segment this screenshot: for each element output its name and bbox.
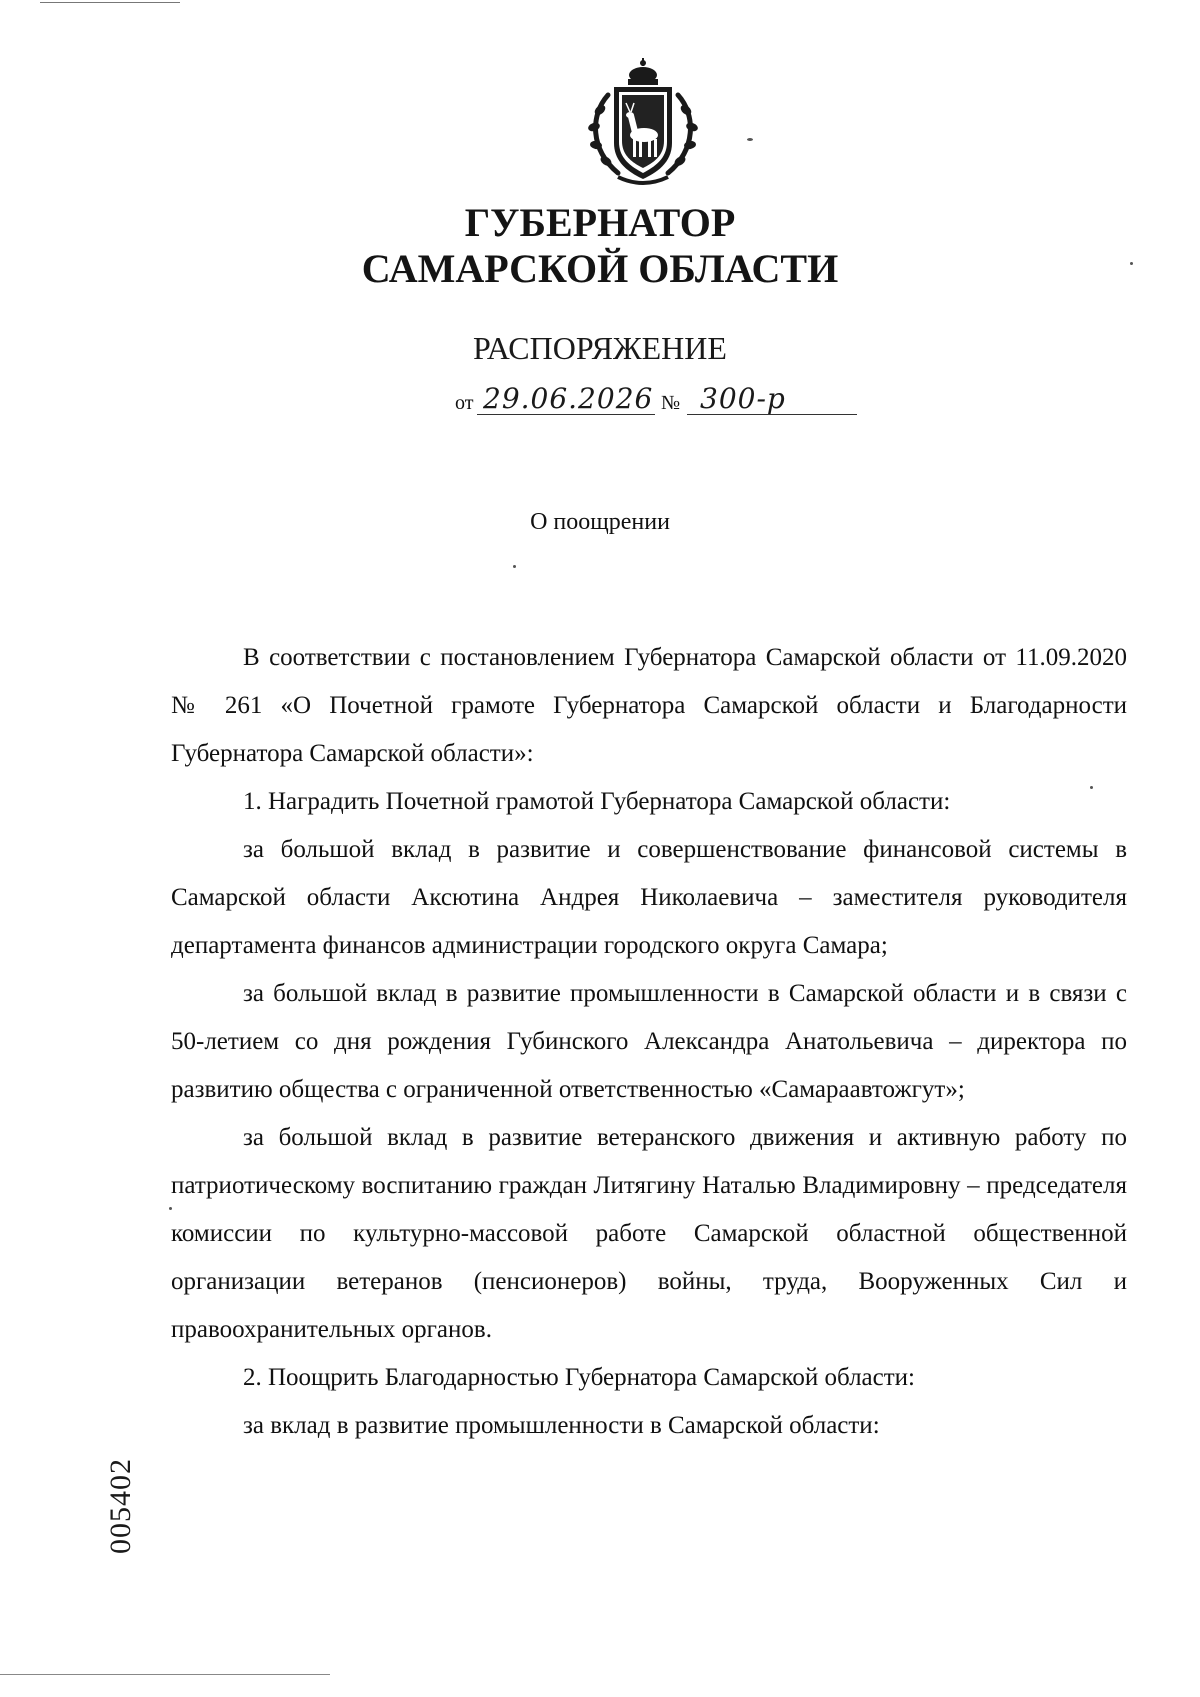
- item-2-award-1: за вклад в развитие промышленности в Самарской области:: [243, 1412, 880, 1439]
- document-subject: О поощрении: [530, 509, 670, 535]
- item-1-award-2: за большой вклад в развитие промышленности в Самарской области и в связи с 50-летием со дня рождения Губинского Александра Анатольевича – директора по развитию общества с ограниченной ответственностью «Самараавтожгут»;: [171, 980, 1127, 1103]
- number-value: 300-р: [700, 382, 786, 415]
- scan-speck: [1130, 262, 1133, 265]
- title-block: [0, 200, 1200, 292]
- title-line-2: САМАРСКОЙ ОБЛАСТИ: [361, 246, 839, 291]
- title-line-1: ГУБЕРНАТОР: [464, 200, 736, 245]
- document-body: [171, 634, 1127, 1450]
- side-serial-number: 005402: [104, 1458, 137, 1554]
- number-prefix: №: [661, 392, 681, 414]
- scan-speck: [169, 1207, 172, 1210]
- date-prefix: от: [455, 392, 474, 414]
- scan-speck: [513, 565, 516, 568]
- scan-speck: [747, 138, 753, 141]
- registration-line: [455, 383, 875, 423]
- doc-type-block: [0, 330, 1200, 366]
- scan-edge-top: [40, 2, 180, 3]
- preamble-paragraph: В соответствии с постановлением Губернатора Самарской области от 11.09.2020 № 261 «О Почетной грамоте Губернатора Самарской области и Благодарности Губернатора Самарской области»:: [171, 644, 1127, 767]
- coat-of-arms-icon: [578, 55, 708, 190]
- item-2-heading: 2. Поощрить Благодарностью Губернатора Самарской области:: [243, 1364, 915, 1391]
- date-value: 29.06.2026: [483, 382, 654, 415]
- scan-speck: [1090, 786, 1093, 789]
- scan-edge-bottom: [0, 1674, 330, 1675]
- document-type: РАСПОРЯЖЕНИЕ: [473, 330, 727, 366]
- item-1-heading: 1. Наградить Почетной грамотой Губернатора Самарской области:: [243, 788, 951, 815]
- item-1-award-1: за большой вклад в развитие и совершенствование финансовой системы в Самарской области Аксютина Андрея Николаевича – заместителя руководителя департамента финансов администрации городского округа Самара;: [171, 836, 1127, 959]
- item-1-award-3: за большой вклад в развитие ветеранского движения и активную работу по патриотическому воспитанию граждан Литягину Наталью Владимировну – председателя комиссии по культурно-массовой работе Самарской областной общественной организации ветеранов (пенсионеров) войны, труда, Вооруженных Сил и правоохранительных органов.: [171, 1124, 1127, 1343]
